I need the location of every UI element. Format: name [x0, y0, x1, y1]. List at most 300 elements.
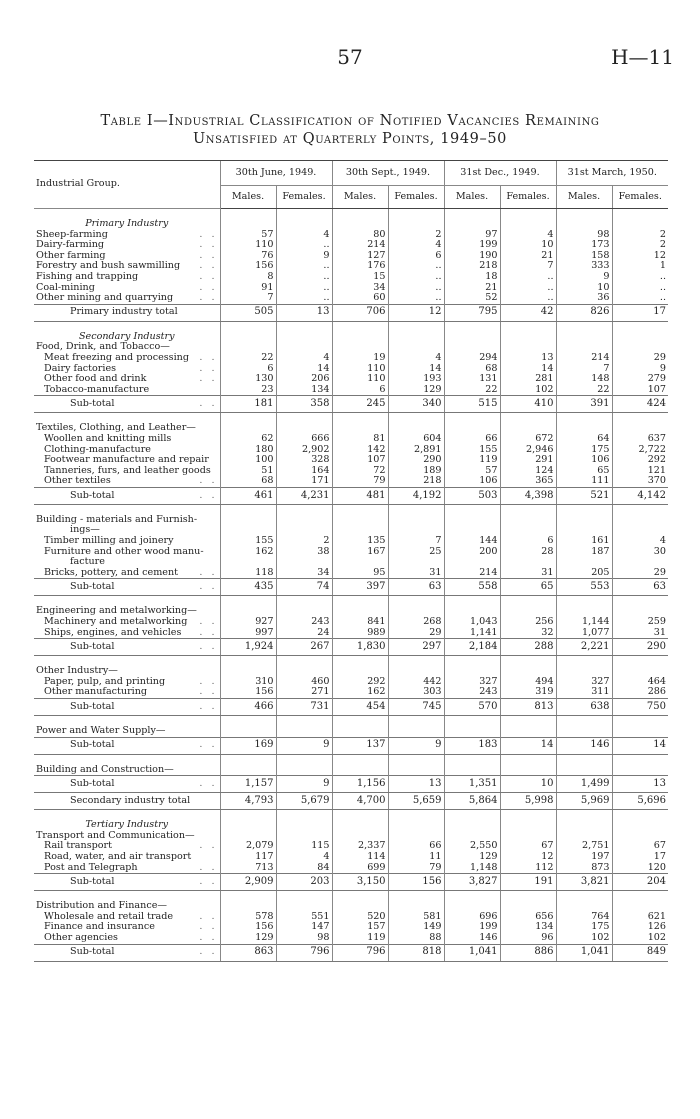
females-value-cell: 13: [388, 776, 444, 793]
empty-cell: [500, 891, 556, 912]
females-value-cell: 410: [500, 396, 556, 413]
empty-cell: [388, 596, 444, 617]
table-row: [34, 283, 668, 294]
table-row: [34, 852, 668, 863]
leader-dots: . .: [199, 261, 218, 272]
males-value-cell: 169: [220, 737, 276, 754]
females-value-cell: 9: [276, 251, 332, 262]
row-label: Other manufacturing: [44, 687, 148, 698]
females-value-cell: ..: [388, 293, 444, 304]
table-row: [34, 466, 668, 477]
row-label: Other mining and quarrying: [36, 293, 174, 304]
row-label: Fishing and trapping: [36, 271, 139, 282]
row-label: Power and Water Supply—: [36, 725, 166, 736]
females-value-cell: 63: [388, 579, 444, 596]
females-value-cell: 10: [500, 240, 556, 251]
males-value-cell: 2,221: [556, 639, 612, 656]
females-value-cell: 164: [276, 466, 332, 477]
females-value-cell: 156: [388, 874, 444, 891]
females-value-cell: 14: [388, 364, 444, 375]
males-value-cell: 119: [332, 933, 388, 944]
leader-dots: . .: [199, 700, 218, 712]
females-value-cell: 13: [612, 776, 668, 793]
subtotal-row: [34, 944, 668, 961]
males-value-cell: 52: [444, 293, 500, 304]
row-label: Other farming: [36, 250, 106, 261]
row-label: Post and Telegraph: [44, 862, 138, 873]
leader-dots: . .: [199, 250, 218, 261]
row-label: Sub-total: [70, 489, 115, 501]
females-value-cell: ..: [612, 293, 668, 304]
males-value-cell: 927: [220, 617, 276, 628]
males-value-cell: 578: [220, 912, 276, 923]
row-label: Primary industry total: [70, 306, 178, 318]
females-value-cell: 2,902: [276, 445, 332, 456]
table-body: [34, 209, 668, 962]
empty-cell: [556, 504, 612, 525]
row-label: Textiles, Clothing, and Leather—: [36, 422, 196, 434]
row-label: Sub-total: [70, 946, 115, 958]
females-value-cell: 12: [612, 251, 668, 262]
row-label: Dairy factories: [44, 363, 117, 374]
empty-cell: [612, 209, 668, 230]
table-row: [34, 293, 668, 304]
males-value-cell: 62: [220, 434, 276, 445]
females-value-cell: 9: [612, 364, 668, 375]
females-value-cell: 286: [612, 687, 668, 698]
males-value-cell: 454: [332, 699, 388, 716]
females-value-cell: 203: [276, 874, 332, 891]
header-males: Males.: [220, 186, 276, 209]
subtotal-row: [34, 487, 668, 504]
females-value-cell: 656: [500, 912, 556, 923]
empty-cell: [276, 831, 332, 842]
females-value-cell: 4: [276, 353, 332, 364]
females-value-cell: 102: [500, 385, 556, 396]
empty-cell: [332, 209, 388, 230]
males-value-cell: 795: [444, 304, 500, 321]
females-value-cell: ..: [500, 272, 556, 283]
males-value-cell: 214: [332, 240, 388, 251]
header-period-3: 31st Dec., 1949.: [444, 161, 556, 186]
table-row: [34, 240, 668, 251]
females-value-cell: 731: [276, 699, 332, 716]
empty-cell: [500, 525, 556, 536]
females-value-cell: 328: [276, 455, 332, 466]
males-value-cell: 60: [332, 293, 388, 304]
empty-cell: [556, 557, 612, 568]
females-value-cell: 4: [500, 230, 556, 241]
row-label: Sub-total: [70, 700, 115, 712]
females-value-cell: 13: [500, 353, 556, 364]
males-value-cell: 699: [332, 863, 388, 874]
females-value-cell: 5,998: [500, 793, 556, 810]
empty-cell: [500, 413, 556, 434]
males-value-cell: 15: [332, 272, 388, 283]
empty-cell: [332, 557, 388, 568]
empty-cell: [612, 557, 668, 568]
empty-cell: [388, 754, 444, 776]
empty-cell: [332, 891, 388, 912]
empty-cell: [388, 831, 444, 842]
males-value-cell: 129: [220, 933, 276, 944]
leader-dots: . .: [199, 875, 218, 887]
females-value-cell: ..: [276, 261, 332, 272]
females-value-cell: 115: [276, 841, 332, 852]
empty-cell: [556, 754, 612, 776]
empty-cell: [444, 342, 500, 353]
empty-cell: [332, 716, 388, 738]
females-value-cell: 442: [388, 677, 444, 688]
empty-cell: [612, 321, 668, 342]
females-value-cell: 4,398: [500, 487, 556, 504]
males-value-cell: 327: [556, 677, 612, 688]
males-value-cell: 175: [556, 445, 612, 456]
females-value-cell: 98: [276, 933, 332, 944]
empty-cell: [612, 596, 668, 617]
row-label: Finance and insurance: [44, 922, 155, 933]
males-value-cell: 713: [220, 863, 276, 874]
leader-dots: . .: [199, 282, 218, 293]
males-value-cell: 311: [556, 687, 612, 698]
header-males: Males.: [332, 186, 388, 209]
males-value-cell: 2,184: [444, 639, 500, 656]
females-value-cell: 65: [500, 579, 556, 596]
empty-cell: [500, 656, 556, 677]
females-value-cell: 2: [388, 230, 444, 241]
females-value-cell: 297: [388, 639, 444, 656]
males-value-cell: 1,141: [444, 628, 500, 639]
males-value-cell: 205: [556, 568, 612, 579]
subtotal-row: [34, 737, 668, 754]
row-label: Rail transport: [44, 841, 112, 852]
leader-dots: . .: [199, 739, 218, 751]
males-value-cell: 218: [444, 261, 500, 272]
row-label: ings—: [70, 525, 100, 536]
empty-cell: [556, 831, 612, 842]
females-value-cell: 9: [276, 776, 332, 793]
males-value-cell: 21: [444, 283, 500, 294]
table-row: [34, 617, 668, 628]
males-value-cell: 180: [220, 445, 276, 456]
males-value-cell: 3,150: [332, 874, 388, 891]
males-value-cell: 64: [556, 434, 612, 445]
subtotal-row: [34, 304, 668, 321]
group-heading-row: [34, 525, 668, 536]
leader-dots: . .: [199, 567, 218, 578]
females-value-cell: 63: [612, 579, 668, 596]
header-males: Males.: [556, 186, 612, 209]
females-value-cell: 267: [276, 639, 332, 656]
females-value-cell: 370: [612, 476, 668, 487]
females-value-cell: 204: [612, 874, 668, 891]
empty-cell: [388, 209, 444, 230]
subtotal-row: [34, 874, 668, 891]
empty-cell: [612, 754, 668, 776]
males-value-cell: 118: [220, 568, 276, 579]
males-value-cell: 137: [332, 737, 388, 754]
males-value-cell: 199: [444, 922, 500, 933]
males-value-cell: 435: [220, 579, 276, 596]
females-value-cell: 637: [612, 434, 668, 445]
males-value-cell: 1,499: [556, 776, 612, 793]
empty-cell: [276, 754, 332, 776]
empty-cell: [388, 342, 444, 353]
males-value-cell: 51: [220, 466, 276, 477]
leader-dots: . .: [199, 476, 218, 487]
males-value-cell: 135: [332, 536, 388, 547]
empty-cell: [332, 342, 388, 353]
females-value-cell: ..: [500, 293, 556, 304]
empty-cell: [332, 656, 388, 677]
row-label: Tanneries, furs, and leather goods: [44, 465, 211, 476]
empty-cell: [556, 716, 612, 738]
females-value-cell: 6: [500, 536, 556, 547]
males-value-cell: 155: [444, 445, 500, 456]
females-value-cell: ..: [276, 240, 332, 251]
page-reference: H—11: [611, 45, 674, 69]
group-heading-row: [34, 342, 668, 353]
leader-dots: . .: [199, 841, 218, 852]
males-value-cell: 110: [220, 240, 276, 251]
empty-cell: [444, 716, 500, 738]
row-label: Food, Drink, and Tobacco—: [36, 342, 170, 353]
males-value-cell: 570: [444, 699, 500, 716]
males-value-cell: 2,337: [332, 841, 388, 852]
females-value-cell: 319: [500, 687, 556, 698]
empty-cell: [332, 413, 388, 434]
males-value-cell: 2,079: [220, 841, 276, 852]
females-value-cell: 74: [276, 579, 332, 596]
males-value-cell: 521: [556, 487, 612, 504]
leader-dots: . .: [199, 374, 218, 385]
subtotal-row: [34, 793, 668, 810]
empty-cell: [332, 321, 388, 342]
females-value-cell: 581: [388, 912, 444, 923]
males-value-cell: 130: [220, 374, 276, 385]
empty-cell: [220, 891, 276, 912]
empty-cell: [220, 831, 276, 842]
empty-cell: [556, 810, 612, 831]
section-heading-row: [34, 209, 668, 230]
females-value-cell: ..: [612, 283, 668, 294]
subtotal-row: [34, 776, 668, 793]
females-value-cell: 4: [276, 852, 332, 863]
table-row: [34, 385, 668, 396]
row-label: Other agencies: [44, 932, 118, 943]
row-label: Engineering and metalworking—: [36, 605, 197, 617]
row-label: Transport and Communication—: [36, 830, 195, 841]
females-value-cell: ..: [388, 272, 444, 283]
females-value-cell: 271: [276, 687, 332, 698]
females-value-cell: 121: [612, 466, 668, 477]
females-value-cell: 9: [276, 737, 332, 754]
empty-cell: [612, 656, 668, 677]
empty-cell: [500, 504, 556, 525]
leader-dots: . .: [199, 352, 218, 363]
group-heading-row: [34, 413, 668, 434]
males-value-cell: 5,864: [444, 793, 500, 810]
females-value-cell: 134: [500, 922, 556, 933]
males-value-cell: 127: [332, 251, 388, 262]
empty-cell: [332, 525, 388, 536]
section-heading-row: [34, 321, 668, 342]
males-value-cell: 162: [220, 547, 276, 558]
empty-cell: [220, 209, 276, 230]
females-value-cell: 551: [276, 912, 332, 923]
header-males: Males.: [444, 186, 500, 209]
males-value-cell: 175: [556, 922, 612, 933]
females-value-cell: 4: [276, 230, 332, 241]
males-value-cell: 327: [444, 677, 500, 688]
females-value-cell: ..: [388, 261, 444, 272]
leader-dots: . .: [199, 398, 218, 410]
females-value-cell: 31: [388, 568, 444, 579]
females-value-cell: 2: [612, 230, 668, 241]
males-value-cell: 146: [556, 737, 612, 754]
empty-cell: [388, 525, 444, 536]
females-value-cell: 67: [612, 841, 668, 852]
header-females: Females.: [388, 186, 444, 209]
females-value-cell: 10: [500, 776, 556, 793]
females-value-cell: 7: [388, 536, 444, 547]
empty-cell: [612, 810, 668, 831]
females-value-cell: 206: [276, 374, 332, 385]
empty-cell: [444, 525, 500, 536]
males-value-cell: 1,156: [332, 776, 388, 793]
males-value-cell: 1,148: [444, 863, 500, 874]
leader-dots: . .: [199, 676, 218, 687]
row-label: Distribution and Finance—: [36, 900, 167, 912]
subtotal-row: [34, 579, 668, 596]
males-value-cell: 34: [332, 283, 388, 294]
males-value-cell: 80: [332, 230, 388, 241]
males-value-cell: 102: [556, 933, 612, 944]
females-value-cell: 32: [500, 628, 556, 639]
males-value-cell: 397: [332, 579, 388, 596]
males-value-cell: 148: [556, 374, 612, 385]
females-value-cell: 4,142: [612, 487, 668, 504]
table-title-line-1: Table I—Industrial Classification of Notified Vacancies Remaining: [100, 113, 600, 129]
empty-cell: [332, 831, 388, 842]
table-row: [34, 353, 668, 364]
males-value-cell: 997: [220, 628, 276, 639]
row-label: Other textiles: [44, 476, 111, 487]
row-label: Woollen and knitting mills: [44, 433, 172, 444]
empty-cell: [612, 831, 668, 842]
males-value-cell: 111: [556, 476, 612, 487]
females-value-cell: 171: [276, 476, 332, 487]
header-period-1: 30th June, 1949.: [220, 161, 332, 186]
header-industrial-group: Industrial Group.: [34, 161, 220, 209]
females-value-cell: 13: [276, 304, 332, 321]
males-value-cell: 107: [332, 455, 388, 466]
empty-cell: [444, 557, 500, 568]
empty-cell: [220, 525, 276, 536]
row-label: Coal-mining: [36, 282, 95, 293]
group-heading-row: [34, 656, 668, 677]
empty-cell: [276, 209, 332, 230]
empty-cell: [276, 596, 332, 617]
females-value-cell: 29: [388, 628, 444, 639]
empty-cell: [220, 754, 276, 776]
empty-cell: [500, 321, 556, 342]
empty-cell: [612, 342, 668, 353]
table-title-line-2: Unsatisfied at Quarterly Points, 1949–50: [192, 131, 508, 147]
table-row: [34, 445, 668, 456]
females-value-cell: 149: [388, 922, 444, 933]
empty-cell: [556, 321, 612, 342]
females-value-cell: 66: [388, 841, 444, 852]
males-value-cell: 18: [444, 272, 500, 283]
empty-cell: [388, 321, 444, 342]
females-value-cell: 134: [276, 385, 332, 396]
row-label: Sub-total: [70, 398, 115, 410]
males-value-cell: 214: [444, 568, 500, 579]
males-value-cell: 106: [556, 455, 612, 466]
empty-cell: [444, 810, 500, 831]
females-value-cell: 6: [388, 251, 444, 262]
females-value-cell: 9: [388, 737, 444, 754]
empty-cell: [444, 413, 500, 434]
females-value-cell: 4: [388, 353, 444, 364]
males-value-cell: 199: [444, 240, 500, 251]
empty-cell: [220, 321, 276, 342]
header-females: Females.: [276, 186, 332, 209]
males-value-cell: 2,909: [220, 874, 276, 891]
males-value-cell: 131: [444, 374, 500, 385]
females-value-cell: 813: [500, 699, 556, 716]
males-value-cell: 863: [220, 944, 276, 961]
males-value-cell: 1,144: [556, 617, 612, 628]
males-value-cell: 515: [444, 396, 500, 413]
males-value-cell: 1,924: [220, 639, 276, 656]
empty-cell: [276, 891, 332, 912]
empty-cell: [276, 656, 332, 677]
group-heading-row: [34, 557, 668, 568]
males-value-cell: 68: [444, 364, 500, 375]
females-value-cell: 31: [500, 568, 556, 579]
males-value-cell: 1,041: [444, 944, 500, 961]
females-value-cell: 189: [388, 466, 444, 477]
females-value-cell: 14: [612, 737, 668, 754]
females-value-cell: 292: [612, 455, 668, 466]
males-value-cell: 173: [556, 240, 612, 251]
males-value-cell: 1,077: [556, 628, 612, 639]
empty-cell: [220, 504, 276, 525]
empty-cell: [556, 342, 612, 353]
males-value-cell: 95: [332, 568, 388, 579]
table-row: [34, 476, 668, 487]
leader-dots: . .: [199, 777, 218, 789]
group-heading-row: [34, 754, 668, 776]
females-value-cell: 268: [388, 617, 444, 628]
males-value-cell: 200: [444, 547, 500, 558]
males-value-cell: 36: [556, 293, 612, 304]
males-value-cell: 117: [220, 852, 276, 863]
row-label: Timber milling and joinery: [44, 536, 174, 547]
females-value-cell: 256: [500, 617, 556, 628]
row-label: Tertiary Industry: [85, 819, 169, 831]
males-value-cell: 558: [444, 579, 500, 596]
leader-dots: . .: [199, 271, 218, 282]
row-label: Forestry and bush sawmilling: [36, 261, 181, 272]
males-value-cell: 91: [220, 283, 276, 294]
header-row-periods: [34, 161, 668, 186]
empty-cell: [444, 891, 500, 912]
vacancies-table: [34, 160, 668, 962]
row-label: Primary Industry: [85, 218, 169, 229]
